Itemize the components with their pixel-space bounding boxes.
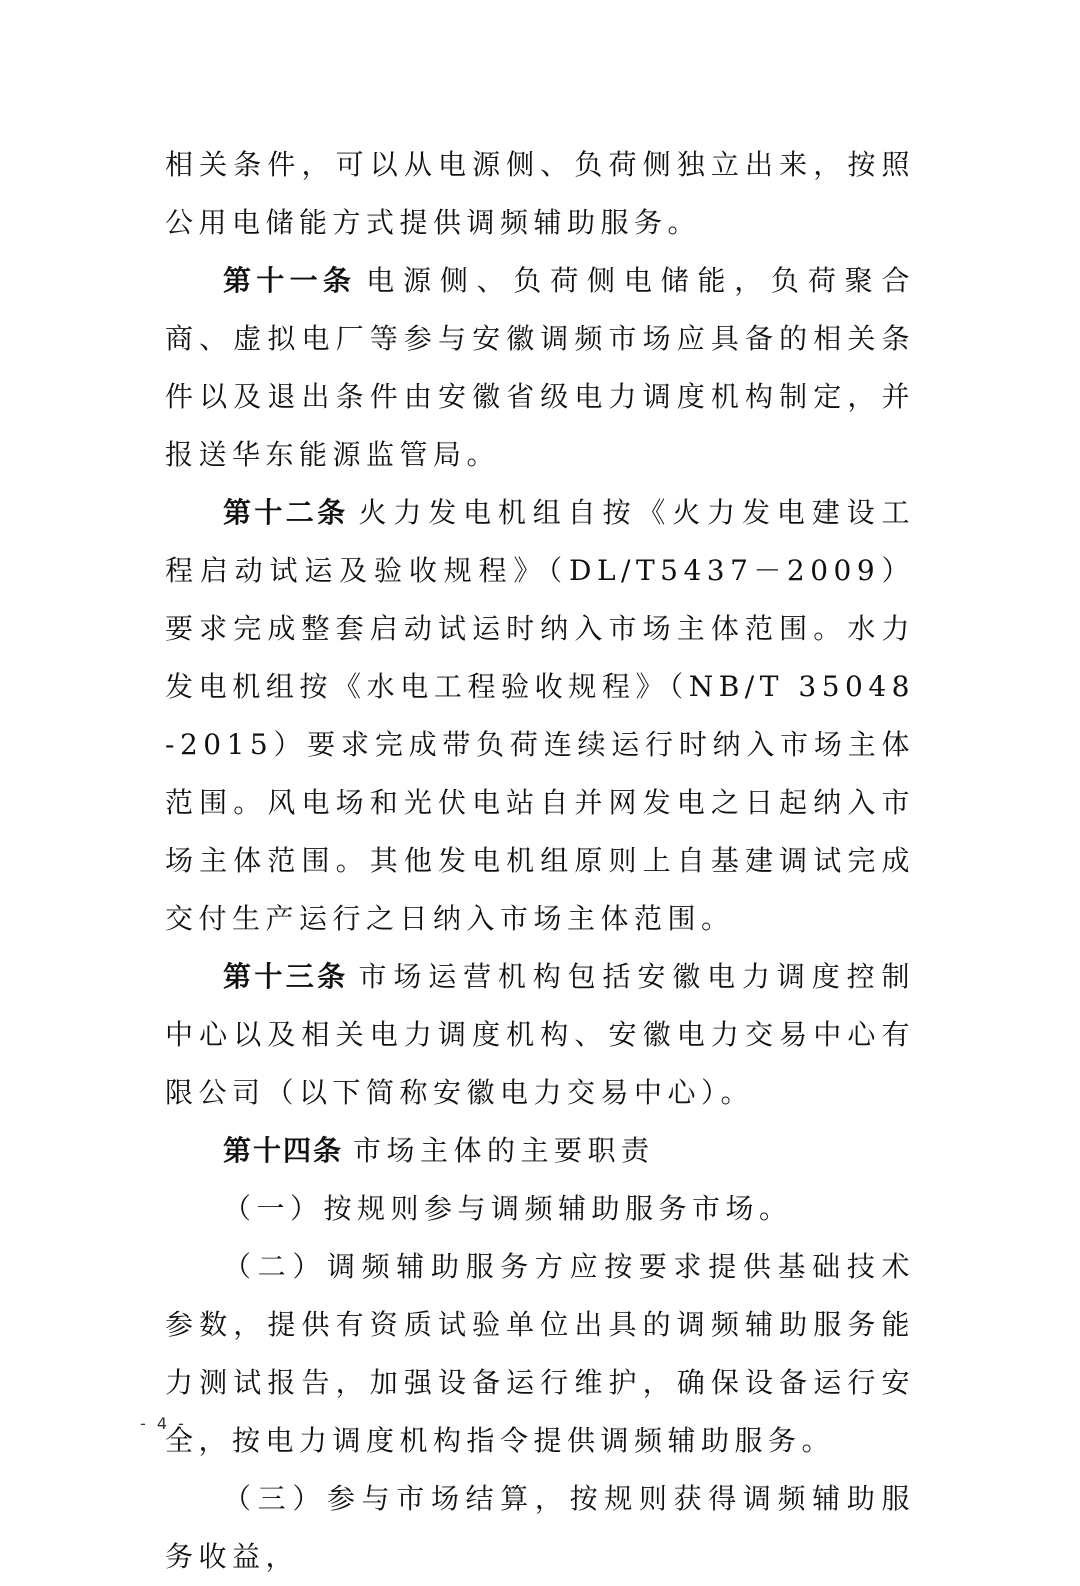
paragraph-text: （二）调频辅助服务方应按要求提供基础技术参数，提供有资质试验单位出具的调频辅助服务能力测试报告，加强设备运行维护，确保设备运行安全，按电力调度机构指令提供调频辅助服务。	[165, 1250, 915, 1457]
paragraph-text: 相关条件，可以从电源侧、负荷侧独立出来，按照公用电储能方式提供调频辅助服务。	[165, 148, 915, 239]
list-item-3	[165, 1470, 915, 1586]
list-item-2	[165, 1238, 915, 1470]
paragraph-text: （三）参与市场结算，按规则获得调频辅助服务收益，	[165, 1482, 915, 1573]
article-number: 第十三条	[223, 960, 349, 993]
article-number: 第十一条	[223, 264, 357, 297]
article-11	[165, 252, 915, 484]
article-number: 第十四条	[223, 1134, 344, 1167]
paragraph-text: 火力发电机组自按《火力发电建设工程启动试运及验收规程》（DL/T5437－2009）要求完成整套启动试运时纳入市场主体范围。水力发电机组按《水电工程验收规程》（NB/T 35048-2015）要求完成带负荷连续运行时纳入市场主体范围。风电场和光伏电站自并网发电之日起纳入市场主体范围。其他发电机组原则上自基建调试完成交付生产运行之日纳入市场主体范围。	[165, 496, 915, 935]
page-number: - 4 -	[140, 1414, 187, 1433]
paragraph-text: 电源侧、负荷侧电储能，负荷聚合商、虚拟电厂等参与安徽调频市场应具备的相关条件以及退出条件由安徽省级电力调度机构制定，并报送华东能源监管局。	[165, 264, 915, 471]
paragraph-continuation	[165, 136, 915, 252]
article-12	[165, 484, 915, 948]
document-body	[165, 136, 915, 1586]
article-14	[165, 1122, 915, 1180]
article-number: 第十二条	[223, 496, 349, 529]
list-item-1	[165, 1180, 915, 1238]
article-13	[165, 948, 915, 1122]
paragraph-text: （一）按规则参与调频辅助服务市场。	[223, 1192, 793, 1225]
paragraph-text: 市场主体的主要职责	[353, 1134, 655, 1167]
paragraph-text: 市场运营机构包括安徽电力调度控制中心以及相关电力调度机构、安徽电力交易中心有限公司（以下简称安徽电力交易中心）。	[165, 960, 915, 1109]
